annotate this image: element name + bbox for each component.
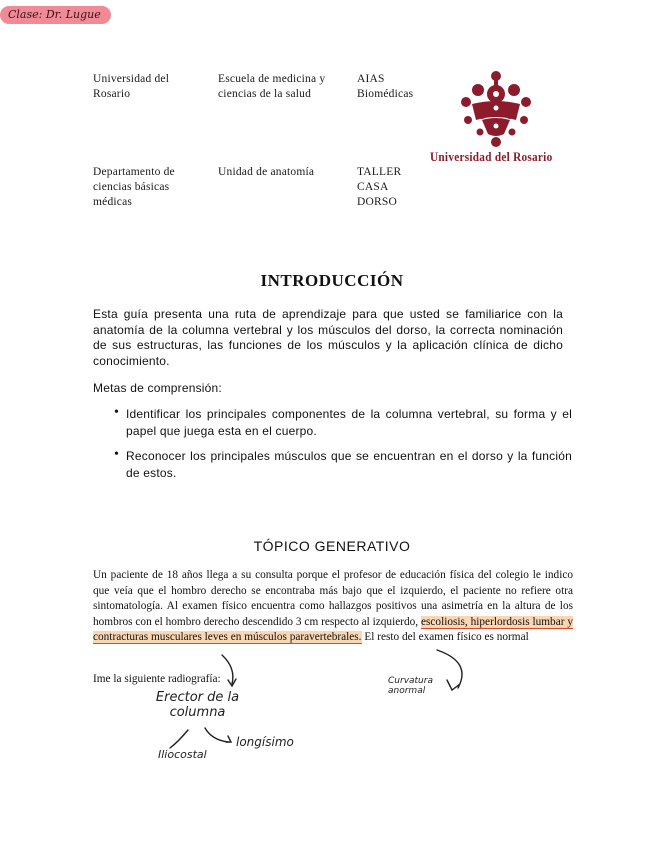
branch-iliocostal	[170, 730, 188, 748]
bullet-item-1: Identificar los principales componentes de la columna vertebral, su forma y el papel que juega esta en el cuerpo.	[126, 407, 572, 438]
note-iliocostal: Iliocostal	[158, 748, 207, 761]
metas-label: Metas de comprensión:	[93, 381, 222, 395]
case-end: El resto del examen físico es normal	[361, 631, 529, 643]
intro-paragraph: Esta guía presenta una ruta de aprendizaje para que usted se familiarice con la anatomía de la columna vertebral y los músculos del dorso, la correcta nominación de sus estructuras, las funciones de los músculos y la aplicación clínica de dicho conocimiento.	[93, 307, 563, 368]
arrow-to-curvatura	[437, 650, 462, 688]
bullet-dot: •	[114, 405, 119, 420]
header-university: Universidad del Rosario	[93, 73, 170, 100]
header-workshop: TALLER CASA DORSO	[357, 166, 402, 208]
topic-title: TÓPICO GENERATIVO	[253, 538, 411, 554]
header-department: Departamento de ciencias básicas médicas	[93, 166, 175, 208]
note-erector: Erector de la columna	[155, 690, 240, 720]
class-badge: Clase: Dr. Lugue	[0, 6, 111, 24]
bullet-dot: •	[114, 447, 119, 462]
bullet-item-2: Reconocer los principales músculos que se encuentran en el dorso y la función de estos.	[126, 449, 572, 480]
case-text: Un paciente de 18 años llega a su consulta porque el profesor de educación física del colegio le indico que veía que el hombro derecho se encontraba más bajo que el izquierdo, el paciente no refiere otra sintomatología. Al examen físico encuentra como hallazgos positivos una asimetría en la altura de los hombros con el hombro derecho descendido 3 cm respecto al izquierdo,	[93, 569, 573, 628]
note-longisimo: longísimo	[236, 735, 294, 749]
branch-longisimo	[205, 728, 228, 742]
note-curvatura: Curvatura anormal	[388, 676, 433, 696]
header-school: Escuela de medicina y ciencias de la salud	[218, 73, 326, 100]
header-unit: Unidad de anatomía	[218, 166, 315, 178]
case-highlight: escoliosis, hiperlordosis lumbar y contracturas musculares leves en músculos paravertebrales.	[93, 615, 573, 643]
radiograph-label: Ime la siguiente radiografía:	[93, 673, 221, 685]
intro-title: INTRODUCCIÓN	[260, 271, 404, 290]
university-logo-text: Universidad del Rosario	[430, 150, 553, 164]
header-program: AIAS Biomédicas	[357, 73, 414, 100]
